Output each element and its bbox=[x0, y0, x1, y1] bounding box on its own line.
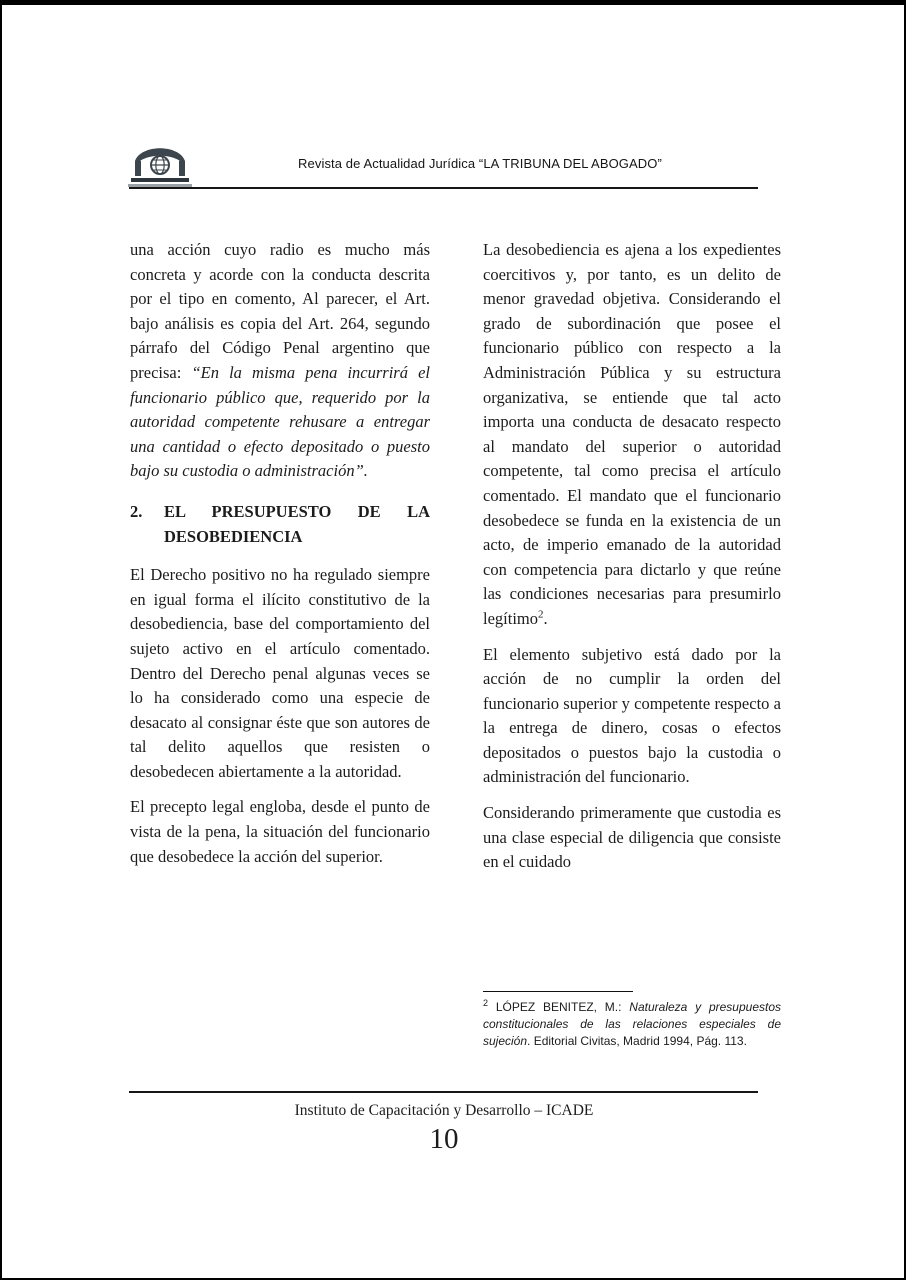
right-column bbox=[483, 238, 781, 886]
footnote-marker: 2 bbox=[483, 998, 489, 1008]
institute-logo-icon bbox=[128, 137, 192, 189]
journal-header-title: Revista de Actualidad Jurídica “LA TRIBUNA DEL ABOGADO” bbox=[298, 156, 662, 171]
paragraph: El precepto legal engloba, desde el punto de vista de la pena, la situación del funcionario que desobedece la acción del superior. bbox=[130, 797, 430, 866]
left-column bbox=[130, 238, 430, 880]
paragraph: El elemento subjetivo está dado por la acción de no cumplir la orden del funcionario superior y competente respecto a la entrega de dinero, cosas o efectos depositados o puestos bajo la custodia o administración del funcionario. bbox=[483, 644, 781, 787]
footnote-work-title: Naturaleza y presupuestos constitucionales de las relaciones especiales de sujeción bbox=[483, 1000, 782, 1048]
paragraph: El Derecho positivo no ha regulado siempre en igual forma el ilícito constitutivo de la desobediencia, base del comportamiento del sujeto activo en el artículo comentado. Dentro del Derecho penal algunas veces se lo ha considerado como una especie de desacato al consignar éste que son autores de tal delito aquellos que resisten o desobedecen abiertamente a la autoridad. bbox=[130, 565, 430, 781]
page-number: 10 bbox=[429, 1123, 459, 1155]
quoted-statute-text: “En la misma pena incurrirá el funcionario público que, requerido por la autoridad competente rehusare a entregar una cantidad o efecto depositado o puesto bajo su custodia o administración”. bbox=[130, 362, 430, 481]
paragraph: Considerando primeramente que custodia es una clase especial de diligencia que consiste en el cuidado bbox=[483, 803, 781, 872]
footnote-publication: . Editorial Civitas, Madrid 1994, Pág. 113. bbox=[527, 1033, 747, 1048]
footer-institute-name: Instituto de Capacitación y Desarrollo – ICADE bbox=[294, 1102, 594, 1119]
header-divider bbox=[129, 187, 758, 189]
paragraph-text: . bbox=[543, 608, 548, 628]
footnote-block bbox=[483, 991, 781, 1049]
footnote-text bbox=[483, 999, 781, 1049]
section-heading bbox=[130, 500, 430, 549]
footnote-divider bbox=[483, 991, 633, 992]
paragraph bbox=[483, 238, 781, 632]
footer-divider bbox=[129, 1091, 758, 1093]
paragraph bbox=[130, 238, 430, 484]
section-number: 2. bbox=[130, 501, 143, 521]
footnote-author: LÓPEZ BENITEZ, M.: bbox=[488, 1000, 630, 1014]
footnote-reference: 2 bbox=[538, 608, 544, 621]
paragraph-text: La desobediencia es ajena a los expedientes coercitivos y, por tanto, es un delito de menor gravedad objetiva. Considerando el grado de subordinación que posee el funcionario público con respecto a la Administración Pública y su estructura organizativa, se entiende que tal acto importa una conducta de desacato respecto al mandato del superior o autoridad competente, tal como precisa el artículo comentado. El mandato que el funcionario desobedece se funda en la existencia de un acto, de imperio emanado de la autoridad con competencia para dictarlo y que reúne las condiciones necesarias para presumirlo legítimo bbox=[483, 240, 781, 628]
section-title: EL PRESUPUESTO DE LA DESOBEDIENCIA bbox=[164, 501, 430, 546]
paragraph-text: una acción cuyo radio es mucho más concreta y acorde con la conducta descrita por el tipo en comento, Al parecer, el Art. bajo análisis es copia del Art. 264, segundo párrafo del Código Penal argentino que precisa: bbox=[130, 240, 430, 382]
